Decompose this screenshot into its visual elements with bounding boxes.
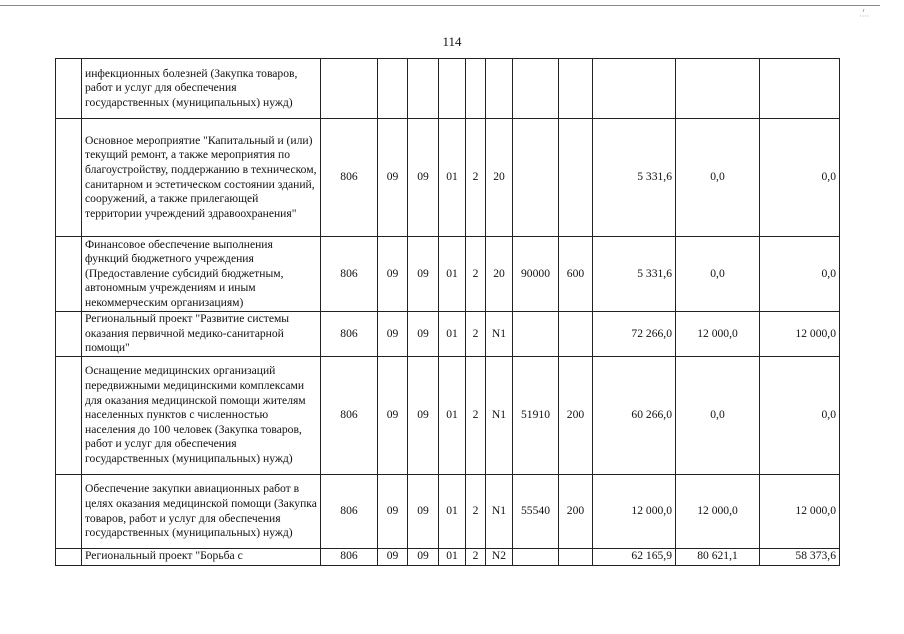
row-name-cell: Основное мероприятие "Капитальный и (или) текущий ремонт, а также мероприятия по благоустройству, поддержанию в техническом, санитарном и эстетическом состоянии зданий, сооружений, а также прилегающей территории учреждений здравоохранения" xyxy=(82,119,321,237)
expense-type-cell: 600 xyxy=(559,237,593,312)
amount-year3-cell xyxy=(760,59,840,119)
ministry-code-cell: 806 xyxy=(321,549,378,566)
subprogram-code-cell: 2 xyxy=(466,357,486,475)
row-name-cell: Финансовое обеспечение выполнения функций бюджетного учреждения (Предоставление субсидий бюджетным, автономным учреждениям и иным некоммерческим организациям) xyxy=(82,237,321,312)
index-cell xyxy=(56,237,82,312)
expense-type-cell xyxy=(559,549,593,566)
table-row xyxy=(56,357,840,475)
table-row xyxy=(56,312,840,357)
amount-year3-cell: 58 373,6 xyxy=(760,549,840,566)
index-cell xyxy=(56,312,82,357)
amount-year1-cell: 60 266,0 xyxy=(593,357,676,475)
program-code-cell: 01 xyxy=(439,237,466,312)
index-cell xyxy=(56,475,82,549)
amount-year3-cell: 12 000,0 xyxy=(760,475,840,549)
direction-code-cell xyxy=(513,119,559,237)
index-cell xyxy=(56,119,82,237)
subsection-code-cell: 09 xyxy=(408,475,439,549)
subprogram-code-cell: 2 xyxy=(466,475,486,549)
amount-year1-cell: 12 000,0 xyxy=(593,475,676,549)
subprogram-code-cell: 2 xyxy=(466,312,486,357)
section-code-cell: 09 xyxy=(378,475,408,549)
scan-top-edge-line xyxy=(0,5,880,6)
section-code-cell xyxy=(378,59,408,119)
row-name-cell: инфекционных болезней (Закупка товаров, работ и услуг для обеспечения государственных (муниципальных) нужд) xyxy=(82,59,321,119)
amount-year1-cell xyxy=(593,59,676,119)
index-cell xyxy=(56,357,82,475)
direction-code-cell xyxy=(513,312,559,357)
page-number: 114 xyxy=(442,34,462,49)
program-code-cell: 01 xyxy=(439,357,466,475)
expense-type-cell xyxy=(559,119,593,237)
ministry-code-cell: 806 xyxy=(321,357,378,475)
program-code-cell xyxy=(439,59,466,119)
subprogram-code-cell: 2 xyxy=(466,119,486,237)
amount-year2-cell: 80 621,1 xyxy=(676,549,760,566)
amount-year3-cell: 0,0 xyxy=(760,237,840,312)
row-name-cell: Региональный проект "Борьба с xyxy=(82,549,321,566)
program-code-cell: 01 xyxy=(439,549,466,566)
expense-type-cell xyxy=(559,312,593,357)
amount-year2-cell: 12 000,0 xyxy=(676,312,760,357)
direction-code-cell: 55540 xyxy=(513,475,559,549)
amount-year2-cell: 0,0 xyxy=(676,237,760,312)
subsection-code-cell: 09 xyxy=(408,312,439,357)
expense-type-cell: 200 xyxy=(559,357,593,475)
subsection-code-cell: 09 xyxy=(408,549,439,566)
amount-year3-cell: 0,0 xyxy=(760,119,840,237)
row-name-cell: Обеспечение закупки авиационных работ в целях оказания медицинской помощи (Закупка товаров, работ и услуг для обеспечения государственных (муниципальных) нужд) xyxy=(82,475,321,549)
subprogram-code-cell: 2 xyxy=(466,237,486,312)
event-code-cell xyxy=(486,59,513,119)
scan-mark-icon xyxy=(858,8,872,22)
direction-code-cell xyxy=(513,59,559,119)
amount-year2-cell: 12 000,0 xyxy=(676,475,760,549)
event-code-cell: 20 xyxy=(486,237,513,312)
event-code-cell: N1 xyxy=(486,312,513,357)
ministry-code-cell: 806 xyxy=(321,237,378,312)
section-code-cell: 09 xyxy=(378,357,408,475)
subsection-code-cell: 09 xyxy=(408,237,439,312)
row-name-cell: Региональный проект "Развитие системы оказания первичной медико-санитарной помощи" xyxy=(82,312,321,357)
amount-year3-cell: 12 000,0 xyxy=(760,312,840,357)
amount-year1-cell: 5 331,6 xyxy=(593,119,676,237)
amount-year2-cell xyxy=(676,59,760,119)
table-row xyxy=(56,237,840,312)
subsection-code-cell xyxy=(408,59,439,119)
direction-code-cell xyxy=(513,549,559,566)
event-code-cell: N2 xyxy=(486,549,513,566)
subsection-code-cell: 09 xyxy=(408,119,439,237)
program-code-cell: 01 xyxy=(439,119,466,237)
expense-type-cell: 200 xyxy=(559,475,593,549)
table-row xyxy=(56,59,840,119)
amount-year3-cell: 0,0 xyxy=(760,357,840,475)
amount-year2-cell: 0,0 xyxy=(676,119,760,237)
ministry-code-cell: 806 xyxy=(321,119,378,237)
event-code-cell: N1 xyxy=(486,475,513,549)
subsection-code-cell: 09 xyxy=(408,357,439,475)
amount-year2-cell: 0,0 xyxy=(676,357,760,475)
row-name-cell: Оснащение медицинских организаций передвижными медицинскими комплексами для оказания медицинской помощи жителям населенных пунктов с численностью населения до 100 человек (Закупка товаров, работ и услуг для обеспечения государственных (муниципальных) нужд) xyxy=(82,357,321,475)
index-cell xyxy=(56,59,82,119)
direction-code-cell: 51910 xyxy=(513,357,559,475)
section-code-cell: 09 xyxy=(378,237,408,312)
table-row xyxy=(56,119,840,237)
direction-code-cell: 90000 xyxy=(513,237,559,312)
amount-year1-cell: 62 165,9 xyxy=(593,549,676,566)
ministry-code-cell: 806 xyxy=(321,475,378,549)
ministry-code-cell: 806 xyxy=(321,312,378,357)
ministry-code-cell xyxy=(321,59,378,119)
budget-table xyxy=(55,58,840,566)
subprogram-code-cell: 2 xyxy=(466,549,486,566)
amount-year1-cell: 5 331,6 xyxy=(593,237,676,312)
table-row xyxy=(56,549,840,566)
table-row xyxy=(56,475,840,549)
section-code-cell: 09 xyxy=(378,312,408,357)
amount-year1-cell: 72 266,0 xyxy=(593,312,676,357)
program-code-cell: 01 xyxy=(439,312,466,357)
event-code-cell: N1 xyxy=(486,357,513,475)
program-code-cell: 01 xyxy=(439,475,466,549)
expense-type-cell xyxy=(559,59,593,119)
event-code-cell: 20 xyxy=(486,119,513,237)
index-cell xyxy=(56,549,82,566)
section-code-cell: 09 xyxy=(378,119,408,237)
section-code-cell: 09 xyxy=(378,549,408,566)
subprogram-code-cell xyxy=(466,59,486,119)
